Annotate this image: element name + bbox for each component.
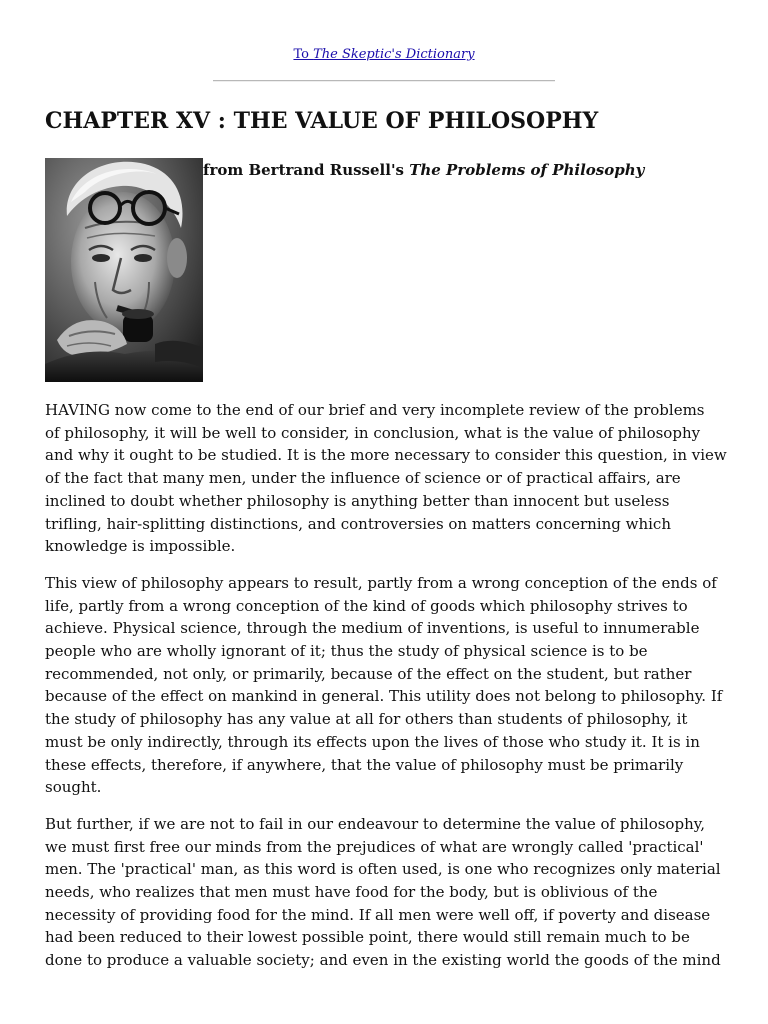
text-line: recommended, not only, or primarily, because of the effect on the student, but rather xyxy=(45,664,692,683)
portrait-photo-icon xyxy=(45,158,203,382)
text-line: must be only indirectly, through its effects upon the lives of those who study it. It is in xyxy=(45,732,700,751)
text-line: of the fact that many men, under the influence of science or of practical affairs, are xyxy=(45,469,681,488)
text-line: and why it ought to be studied. It is the more necessary to consider this question, in view xyxy=(45,446,727,465)
text-line: This view of philosophy appears to result, partly from a wrong conception of the ends of xyxy=(45,573,717,592)
text-line: the study of philosophy has any value at all for others than students of philosophy, it xyxy=(45,710,688,729)
link-prefix[interactable]: To xyxy=(293,47,314,62)
text-line: HAVING now come to the end of our brief and very incomplete review of the problems xyxy=(45,401,705,419)
skeptics-dictionary-link[interactable] xyxy=(293,47,474,62)
text-line: had been reduced to their lowest possible point, there would still remain much to be xyxy=(45,928,690,947)
book-title: The Problems of Philosophy xyxy=(409,161,645,179)
link-title[interactable]: The Skeptic's Dictionary xyxy=(313,47,475,62)
text-line: life, partly from a wrong conception of the kind of goods which philosophy strives to xyxy=(45,596,688,615)
byline-prefix: from Bertrand Russell's xyxy=(203,161,410,179)
text-line: done to produce a valuable society; and even in the existing world the goods of the mind xyxy=(45,951,721,970)
text-line: necessity of providing food for the mind. If all men were well off, if poverty and disease xyxy=(45,905,711,924)
chapter-title: CHAPTER XV : THE VALUE OF PHILOSOPHY xyxy=(45,108,599,134)
text-line: people who are wholly ignorant of it; thus the study of physical science is to be xyxy=(45,642,648,661)
horizontal-rule xyxy=(213,80,555,82)
author-portrait xyxy=(45,158,203,382)
top-navigation xyxy=(0,46,768,64)
text-line: sought. xyxy=(45,778,102,797)
text-line: we must first free our minds from the prejudices of what are wrongly called 'practical' xyxy=(45,837,704,856)
text-line: knowledge is impossible. xyxy=(45,537,236,556)
paragraph-1 xyxy=(45,399,735,558)
paragraph-2 xyxy=(45,572,735,799)
text-line: these effects, therefore, if anywhere, that the value of philosophy must be primarily xyxy=(45,755,684,774)
text-line: inclined to doubt whether philosophy is anything better than innocent but useless xyxy=(45,491,670,510)
paragraph-3 xyxy=(45,813,735,972)
article-body xyxy=(45,399,735,986)
byline xyxy=(203,159,644,181)
text-line: of philosophy, it will be well to consider, in conclusion, what is the value of philosophy xyxy=(45,423,701,442)
text-line: achieve. Physical science, through the medium of inventions, is useful to innumerable xyxy=(45,619,700,638)
text-line: But further, if we are not to fail in our endeavour to determine the value of philosophy, xyxy=(45,814,705,833)
text-line: because of the effect on mankind in general. This utility does not belong to philosophy. If xyxy=(45,687,723,706)
text-line: trifling, hair-splitting distinctions, and controversies on matters concerning which xyxy=(45,514,671,533)
text-line: needs, who realizes that men must have food for the body, but is oblivious of the xyxy=(45,883,658,902)
text-line: men. The 'practical' man, as this word is often used, is one who recognizes only material xyxy=(45,860,721,879)
